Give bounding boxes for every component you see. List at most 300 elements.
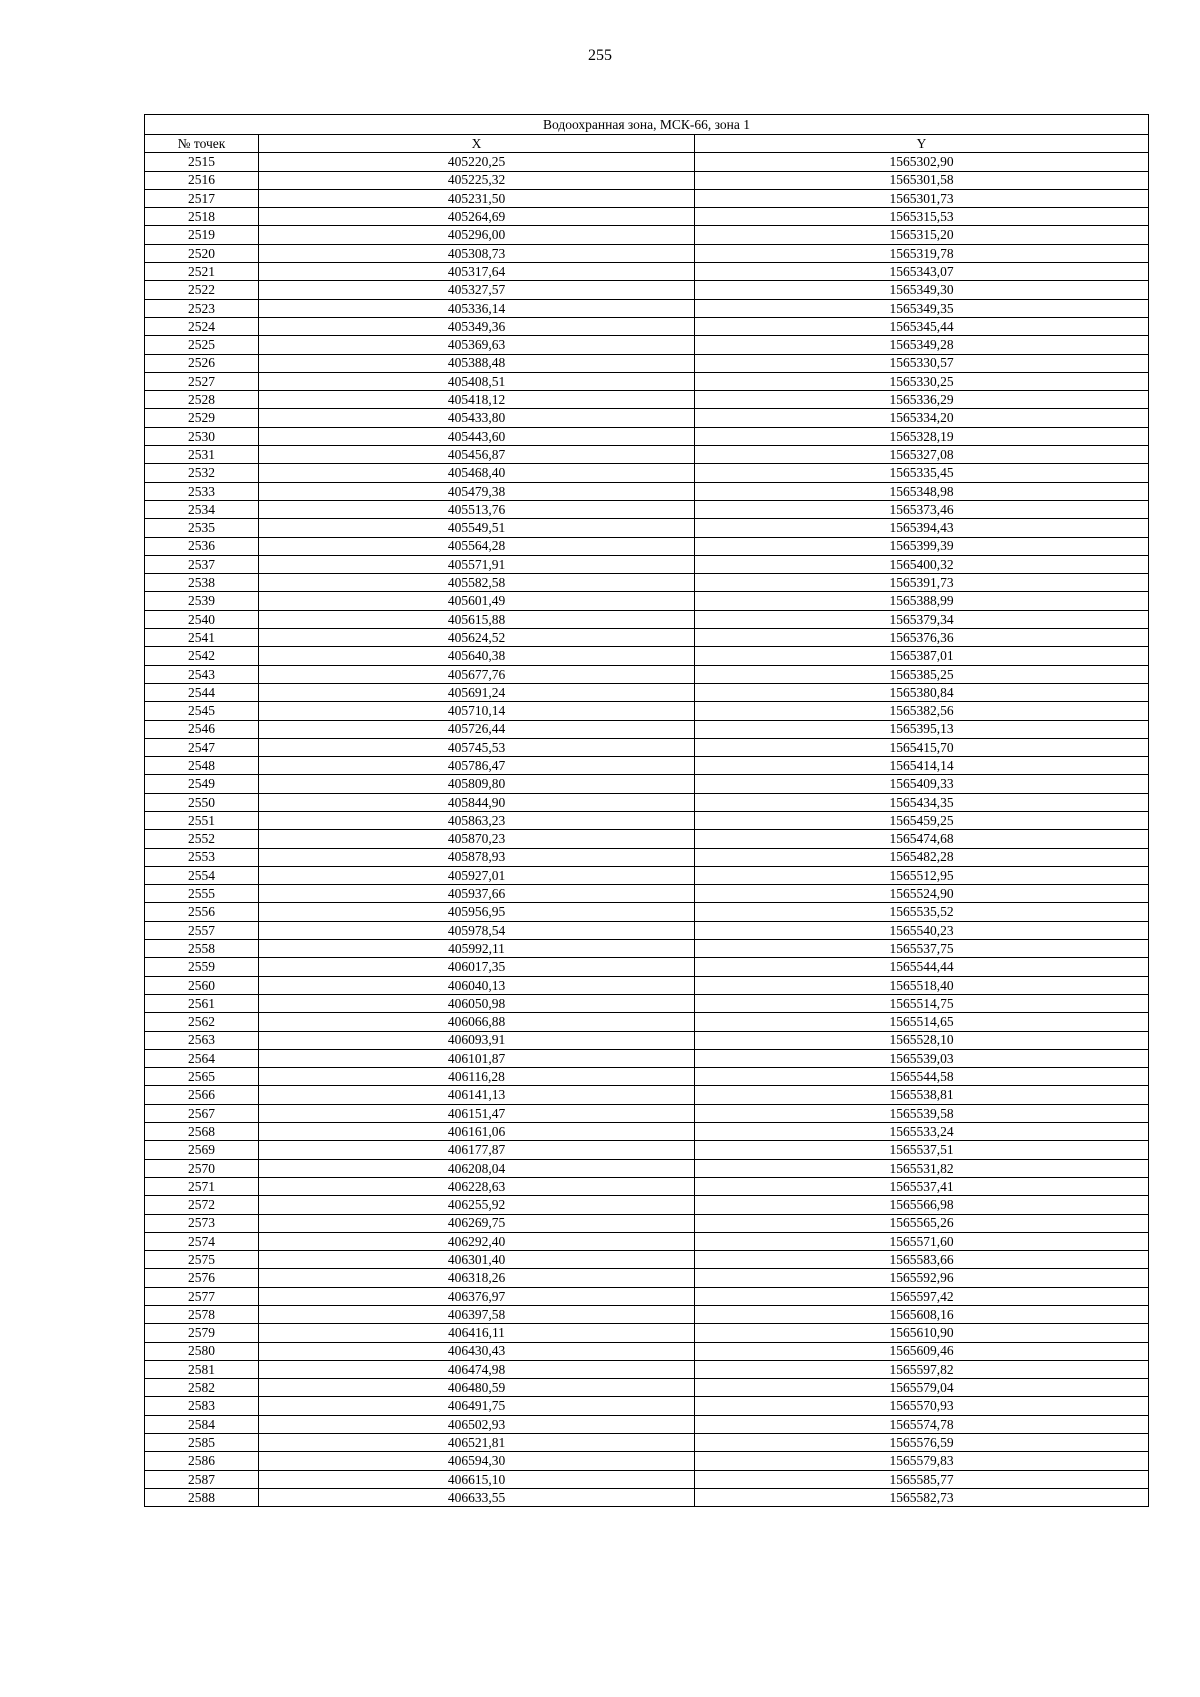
x-cell: 406116,28 <box>259 1068 695 1086</box>
y-cell: 1565514,65 <box>695 1013 1149 1031</box>
y-cell: 1565391,73 <box>695 574 1149 592</box>
x-cell: 405513,76 <box>259 500 695 518</box>
table-row <box>145 336 1149 354</box>
point-number-cell: 2535 <box>145 519 259 537</box>
page-number: 255 <box>588 47 612 64</box>
y-cell: 1565409,33 <box>695 775 1149 793</box>
point-number-cell: 2515 <box>145 153 259 171</box>
y-cell: 1565518,40 <box>695 976 1149 994</box>
table-row <box>145 1470 1149 1488</box>
x-cell: 405220,25 <box>259 153 695 171</box>
y-cell: 1565576,59 <box>695 1434 1149 1452</box>
point-number-cell: 2538 <box>145 574 259 592</box>
point-number-cell: 2530 <box>145 427 259 445</box>
point-number-cell: 2581 <box>145 1360 259 1378</box>
table-row <box>145 1434 1149 1452</box>
y-cell: 1565380,84 <box>695 683 1149 701</box>
point-number-cell: 2570 <box>145 1159 259 1177</box>
x-cell: 405456,87 <box>259 446 695 464</box>
x-cell: 406318,26 <box>259 1269 695 1287</box>
y-cell: 1565544,44 <box>695 958 1149 976</box>
table-row <box>145 1324 1149 1342</box>
y-cell: 1565385,25 <box>695 665 1149 683</box>
table-row <box>145 848 1149 866</box>
x-cell: 405308,73 <box>259 244 695 262</box>
y-cell: 1565319,78 <box>695 244 1149 262</box>
point-number-cell: 2563 <box>145 1031 259 1049</box>
x-cell: 406050,98 <box>259 994 695 1012</box>
table-row <box>145 1287 1149 1305</box>
y-cell: 1565579,83 <box>695 1452 1149 1470</box>
table-row <box>145 317 1149 335</box>
y-cell: 1565609,46 <box>695 1342 1149 1360</box>
x-cell: 405691,24 <box>259 683 695 701</box>
table-row <box>145 1397 1149 1415</box>
point-number-cell: 2549 <box>145 775 259 793</box>
point-number-cell: 2584 <box>145 1415 259 1433</box>
point-number-cell: 2523 <box>145 299 259 317</box>
y-cell: 1565597,82 <box>695 1360 1149 1378</box>
table-row <box>145 537 1149 555</box>
table-row <box>145 482 1149 500</box>
point-number-cell: 2579 <box>145 1324 259 1342</box>
x-cell: 406633,55 <box>259 1488 695 1506</box>
y-cell: 1565524,90 <box>695 885 1149 903</box>
x-cell: 406594,30 <box>259 1452 695 1470</box>
point-number-cell: 2531 <box>145 446 259 464</box>
x-cell: 406141,13 <box>259 1086 695 1104</box>
point-number-cell: 2572 <box>145 1196 259 1214</box>
table-row <box>145 1342 1149 1360</box>
point-number-cell: 2533 <box>145 482 259 500</box>
point-number-cell: 2567 <box>145 1104 259 1122</box>
y-cell: 1565315,53 <box>695 208 1149 226</box>
y-cell: 1565597,42 <box>695 1287 1149 1305</box>
x-cell: 405809,80 <box>259 775 695 793</box>
table-row <box>145 1049 1149 1067</box>
y-cell: 1565540,23 <box>695 921 1149 939</box>
y-cell: 1565544,58 <box>695 1068 1149 1086</box>
point-number-cell: 2525 <box>145 336 259 354</box>
table-row <box>145 903 1149 921</box>
x-cell: 406480,59 <box>259 1379 695 1397</box>
y-cell: 1565610,90 <box>695 1324 1149 1342</box>
point-number-cell: 2564 <box>145 1049 259 1067</box>
x-cell: 406101,87 <box>259 1049 695 1067</box>
y-cell: 1565570,93 <box>695 1397 1149 1415</box>
x-cell: 406416,11 <box>259 1324 695 1342</box>
point-number-cell: 2545 <box>145 702 259 720</box>
table-title-row <box>145 115 1149 135</box>
y-cell: 1565512,95 <box>695 866 1149 884</box>
table-title: Водоохранная зона, МСК-66, зона 1 <box>145 115 1149 135</box>
y-cell: 1565585,77 <box>695 1470 1149 1488</box>
table-row <box>145 592 1149 610</box>
x-cell: 406301,40 <box>259 1251 695 1269</box>
point-number-cell: 2561 <box>145 994 259 1012</box>
table-row <box>145 409 1149 427</box>
point-number-cell: 2537 <box>145 555 259 573</box>
x-cell: 406491,75 <box>259 1397 695 1415</box>
x-cell: 405640,38 <box>259 647 695 665</box>
table-row <box>145 665 1149 683</box>
y-cell: 1565335,45 <box>695 464 1149 482</box>
point-number-cell: 2526 <box>145 354 259 372</box>
point-number-cell: 2557 <box>145 921 259 939</box>
x-cell: 406040,13 <box>259 976 695 994</box>
point-number-cell: 2541 <box>145 629 259 647</box>
x-cell: 405349,36 <box>259 317 695 335</box>
x-cell: 405327,57 <box>259 281 695 299</box>
y-cell: 1565539,58 <box>695 1104 1149 1122</box>
x-cell: 406017,35 <box>259 958 695 976</box>
y-cell: 1565565,26 <box>695 1214 1149 1232</box>
y-cell: 1565459,25 <box>695 811 1149 829</box>
y-cell: 1565537,41 <box>695 1177 1149 1195</box>
table-row <box>145 519 1149 537</box>
y-cell: 1565579,04 <box>695 1379 1149 1397</box>
y-cell: 1565400,32 <box>695 555 1149 573</box>
table-row <box>145 555 1149 573</box>
y-cell: 1565539,03 <box>695 1049 1149 1067</box>
x-cell: 405549,51 <box>259 519 695 537</box>
point-number-cell: 2529 <box>145 409 259 427</box>
table-row <box>145 1013 1149 1031</box>
table-row <box>145 629 1149 647</box>
point-number-cell: 2521 <box>145 263 259 281</box>
x-cell: 406615,10 <box>259 1470 695 1488</box>
y-cell: 1565330,25 <box>695 372 1149 390</box>
point-number-cell: 2554 <box>145 866 259 884</box>
point-number-cell: 2587 <box>145 1470 259 1488</box>
column-header-point-number: № точек <box>145 135 259 153</box>
table-row <box>145 1452 1149 1470</box>
x-cell: 406430,43 <box>259 1342 695 1360</box>
table-row <box>145 738 1149 756</box>
table-row <box>145 1177 1149 1195</box>
point-number-cell: 2552 <box>145 830 259 848</box>
x-cell: 405317,64 <box>259 263 695 281</box>
x-cell: 405937,66 <box>259 885 695 903</box>
point-number-cell: 2569 <box>145 1141 259 1159</box>
x-cell: 405615,88 <box>259 610 695 628</box>
y-cell: 1565373,46 <box>695 500 1149 518</box>
point-number-cell: 2527 <box>145 372 259 390</box>
y-cell: 1565583,66 <box>695 1251 1149 1269</box>
y-cell: 1565302,90 <box>695 153 1149 171</box>
point-number-cell: 2536 <box>145 537 259 555</box>
y-cell: 1565571,60 <box>695 1232 1149 1250</box>
point-number-cell: 2568 <box>145 1123 259 1141</box>
x-cell: 405745,53 <box>259 738 695 756</box>
x-cell: 406228,63 <box>259 1177 695 1195</box>
table-row <box>145 189 1149 207</box>
table-row <box>145 610 1149 628</box>
table-row <box>145 1360 1149 1378</box>
table-row <box>145 720 1149 738</box>
table-row <box>145 153 1149 171</box>
y-cell: 1565382,56 <box>695 702 1149 720</box>
x-cell: 405863,23 <box>259 811 695 829</box>
x-cell: 405844,90 <box>259 793 695 811</box>
point-number-cell: 2517 <box>145 189 259 207</box>
y-cell: 1565327,08 <box>695 446 1149 464</box>
y-cell: 1565343,07 <box>695 263 1149 281</box>
point-number-cell: 2571 <box>145 1177 259 1195</box>
y-cell: 1565434,35 <box>695 793 1149 811</box>
point-number-cell: 2528 <box>145 391 259 409</box>
x-cell: 405677,76 <box>259 665 695 683</box>
point-number-cell: 2576 <box>145 1269 259 1287</box>
x-cell: 405726,44 <box>259 720 695 738</box>
x-cell: 406161,06 <box>259 1123 695 1141</box>
x-cell: 405296,00 <box>259 226 695 244</box>
point-number-cell: 2560 <box>145 976 259 994</box>
y-cell: 1565336,29 <box>695 391 1149 409</box>
x-cell: 405927,01 <box>259 866 695 884</box>
x-cell: 405601,49 <box>259 592 695 610</box>
y-cell: 1565349,35 <box>695 299 1149 317</box>
point-number-cell: 2532 <box>145 464 259 482</box>
y-cell: 1565349,28 <box>695 336 1149 354</box>
x-cell: 405433,80 <box>259 409 695 427</box>
point-number-cell: 2550 <box>145 793 259 811</box>
x-cell: 405786,47 <box>259 757 695 775</box>
table-row <box>145 775 1149 793</box>
table-row <box>145 1379 1149 1397</box>
table-row <box>145 1123 1149 1141</box>
point-number-cell: 2516 <box>145 171 259 189</box>
point-number-cell: 2553 <box>145 848 259 866</box>
x-cell: 405978,54 <box>259 921 695 939</box>
x-cell: 406066,88 <box>259 1013 695 1031</box>
table-row <box>145 1141 1149 1159</box>
table-body <box>145 153 1149 1507</box>
point-number-cell: 2547 <box>145 738 259 756</box>
column-header-x: X <box>259 135 695 153</box>
table-row <box>145 244 1149 262</box>
x-cell: 406177,87 <box>259 1141 695 1159</box>
point-number-cell: 2588 <box>145 1488 259 1506</box>
table-row <box>145 811 1149 829</box>
point-number-cell: 2548 <box>145 757 259 775</box>
table-row <box>145 1488 1149 1506</box>
table-row <box>145 1159 1149 1177</box>
x-cell: 405418,12 <box>259 391 695 409</box>
x-cell: 405468,40 <box>259 464 695 482</box>
table-header-row <box>145 135 1149 153</box>
x-cell: 405231,50 <box>259 189 695 207</box>
point-number-cell: 2573 <box>145 1214 259 1232</box>
point-number-cell: 2586 <box>145 1452 259 1470</box>
y-cell: 1565574,78 <box>695 1415 1149 1433</box>
x-cell: 405624,52 <box>259 629 695 647</box>
point-number-cell: 2546 <box>145 720 259 738</box>
point-number-cell: 2520 <box>145 244 259 262</box>
point-number-cell: 2582 <box>145 1379 259 1397</box>
x-cell: 406474,98 <box>259 1360 695 1378</box>
y-cell: 1565387,01 <box>695 647 1149 665</box>
point-number-cell: 2534 <box>145 500 259 518</box>
point-number-cell: 2565 <box>145 1068 259 1086</box>
x-cell: 406269,75 <box>259 1214 695 1232</box>
y-cell: 1565301,58 <box>695 171 1149 189</box>
y-cell: 1565334,20 <box>695 409 1149 427</box>
y-cell: 1565414,14 <box>695 757 1149 775</box>
table-row <box>145 1086 1149 1104</box>
y-cell: 1565395,13 <box>695 720 1149 738</box>
y-cell: 1565582,73 <box>695 1488 1149 1506</box>
table-row <box>145 885 1149 903</box>
x-cell: 405710,14 <box>259 702 695 720</box>
table-row <box>145 757 1149 775</box>
table-row <box>145 1031 1149 1049</box>
point-number-cell: 2551 <box>145 811 259 829</box>
y-cell: 1565349,30 <box>695 281 1149 299</box>
table-row <box>145 793 1149 811</box>
table-row <box>145 866 1149 884</box>
x-cell: 405408,51 <box>259 372 695 390</box>
x-cell: 406255,92 <box>259 1196 695 1214</box>
x-cell: 405992,11 <box>259 940 695 958</box>
point-number-cell: 2539 <box>145 592 259 610</box>
point-number-cell: 2558 <box>145 940 259 958</box>
point-number-cell: 2583 <box>145 1397 259 1415</box>
table-row <box>145 464 1149 482</box>
y-cell: 1565474,68 <box>695 830 1149 848</box>
point-number-cell: 2577 <box>145 1287 259 1305</box>
table-row <box>145 940 1149 958</box>
table-row <box>145 1068 1149 1086</box>
x-cell: 405878,93 <box>259 848 695 866</box>
table-row <box>145 226 1149 244</box>
table-row <box>145 921 1149 939</box>
x-cell: 405870,23 <box>259 830 695 848</box>
y-cell: 1565538,81 <box>695 1086 1149 1104</box>
table-row <box>145 208 1149 226</box>
table-row <box>145 1251 1149 1269</box>
y-cell: 1565514,75 <box>695 994 1149 1012</box>
table-row <box>145 500 1149 518</box>
y-cell: 1565399,39 <box>695 537 1149 555</box>
x-cell: 406151,47 <box>259 1104 695 1122</box>
y-cell: 1565528,10 <box>695 1031 1149 1049</box>
table-row <box>145 1196 1149 1214</box>
y-cell: 1565592,96 <box>695 1269 1149 1287</box>
table-row <box>145 1269 1149 1287</box>
table-row <box>145 1214 1149 1232</box>
point-number-cell: 2562 <box>145 1013 259 1031</box>
y-cell: 1565348,98 <box>695 482 1149 500</box>
table-row <box>145 299 1149 317</box>
table-row <box>145 830 1149 848</box>
point-number-cell: 2580 <box>145 1342 259 1360</box>
x-cell: 405582,58 <box>259 574 695 592</box>
table-row <box>145 647 1149 665</box>
y-cell: 1565345,44 <box>695 317 1149 335</box>
table-row <box>145 391 1149 409</box>
table-row <box>145 446 1149 464</box>
x-cell: 405479,38 <box>259 482 695 500</box>
x-cell: 405443,60 <box>259 427 695 445</box>
point-number-cell: 2578 <box>145 1306 259 1324</box>
y-cell: 1565315,20 <box>695 226 1149 244</box>
table-row <box>145 994 1149 1012</box>
point-number-cell: 2519 <box>145 226 259 244</box>
y-cell: 1565537,75 <box>695 940 1149 958</box>
point-number-cell: 2575 <box>145 1251 259 1269</box>
point-number-cell: 2555 <box>145 885 259 903</box>
x-cell: 405336,14 <box>259 299 695 317</box>
x-cell: 406397,58 <box>259 1306 695 1324</box>
y-cell: 1565328,19 <box>695 427 1149 445</box>
table-row <box>145 372 1149 390</box>
table-row <box>145 1104 1149 1122</box>
point-number-cell: 2542 <box>145 647 259 665</box>
table-row <box>145 263 1149 281</box>
x-cell: 406093,91 <box>259 1031 695 1049</box>
y-cell: 1565394,43 <box>695 519 1149 537</box>
x-cell: 405369,63 <box>259 336 695 354</box>
table-row <box>145 1306 1149 1324</box>
y-cell: 1565415,70 <box>695 738 1149 756</box>
y-cell: 1565535,52 <box>695 903 1149 921</box>
point-number-cell: 2585 <box>145 1434 259 1452</box>
y-cell: 1565537,51 <box>695 1141 1149 1159</box>
y-cell: 1565330,57 <box>695 354 1149 372</box>
x-cell: 405388,48 <box>259 354 695 372</box>
y-cell: 1565566,98 <box>695 1196 1149 1214</box>
point-number-cell: 2544 <box>145 683 259 701</box>
table-row <box>145 683 1149 701</box>
table-row <box>145 281 1149 299</box>
x-cell: 405264,69 <box>259 208 695 226</box>
y-cell: 1565388,99 <box>695 592 1149 610</box>
table-row <box>145 574 1149 592</box>
table-row <box>145 427 1149 445</box>
x-cell: 406376,97 <box>259 1287 695 1305</box>
x-cell: 405225,32 <box>259 171 695 189</box>
x-cell: 405571,91 <box>259 555 695 573</box>
table-row <box>145 1232 1149 1250</box>
table-row <box>145 354 1149 372</box>
point-number-cell: 2524 <box>145 317 259 335</box>
table-row <box>145 702 1149 720</box>
y-cell: 1565379,34 <box>695 610 1149 628</box>
point-number-cell: 2543 <box>145 665 259 683</box>
point-number-cell: 2556 <box>145 903 259 921</box>
point-number-cell: 2559 <box>145 958 259 976</box>
y-cell: 1565301,73 <box>695 189 1149 207</box>
y-cell: 1565608,16 <box>695 1306 1149 1324</box>
point-number-cell: 2522 <box>145 281 259 299</box>
table-row <box>145 976 1149 994</box>
table-row <box>145 1415 1149 1433</box>
x-cell: 406521,81 <box>259 1434 695 1452</box>
y-cell: 1565531,82 <box>695 1159 1149 1177</box>
x-cell: 406502,93 <box>259 1415 695 1433</box>
table-row <box>145 171 1149 189</box>
y-cell: 1565482,28 <box>695 848 1149 866</box>
x-cell: 406292,40 <box>259 1232 695 1250</box>
x-cell: 405564,28 <box>259 537 695 555</box>
point-number-cell: 2574 <box>145 1232 259 1250</box>
coordinates-table <box>144 114 1149 1507</box>
x-cell: 405956,95 <box>259 903 695 921</box>
table-row <box>145 958 1149 976</box>
y-cell: 1565376,36 <box>695 629 1149 647</box>
point-number-cell: 2540 <box>145 610 259 628</box>
